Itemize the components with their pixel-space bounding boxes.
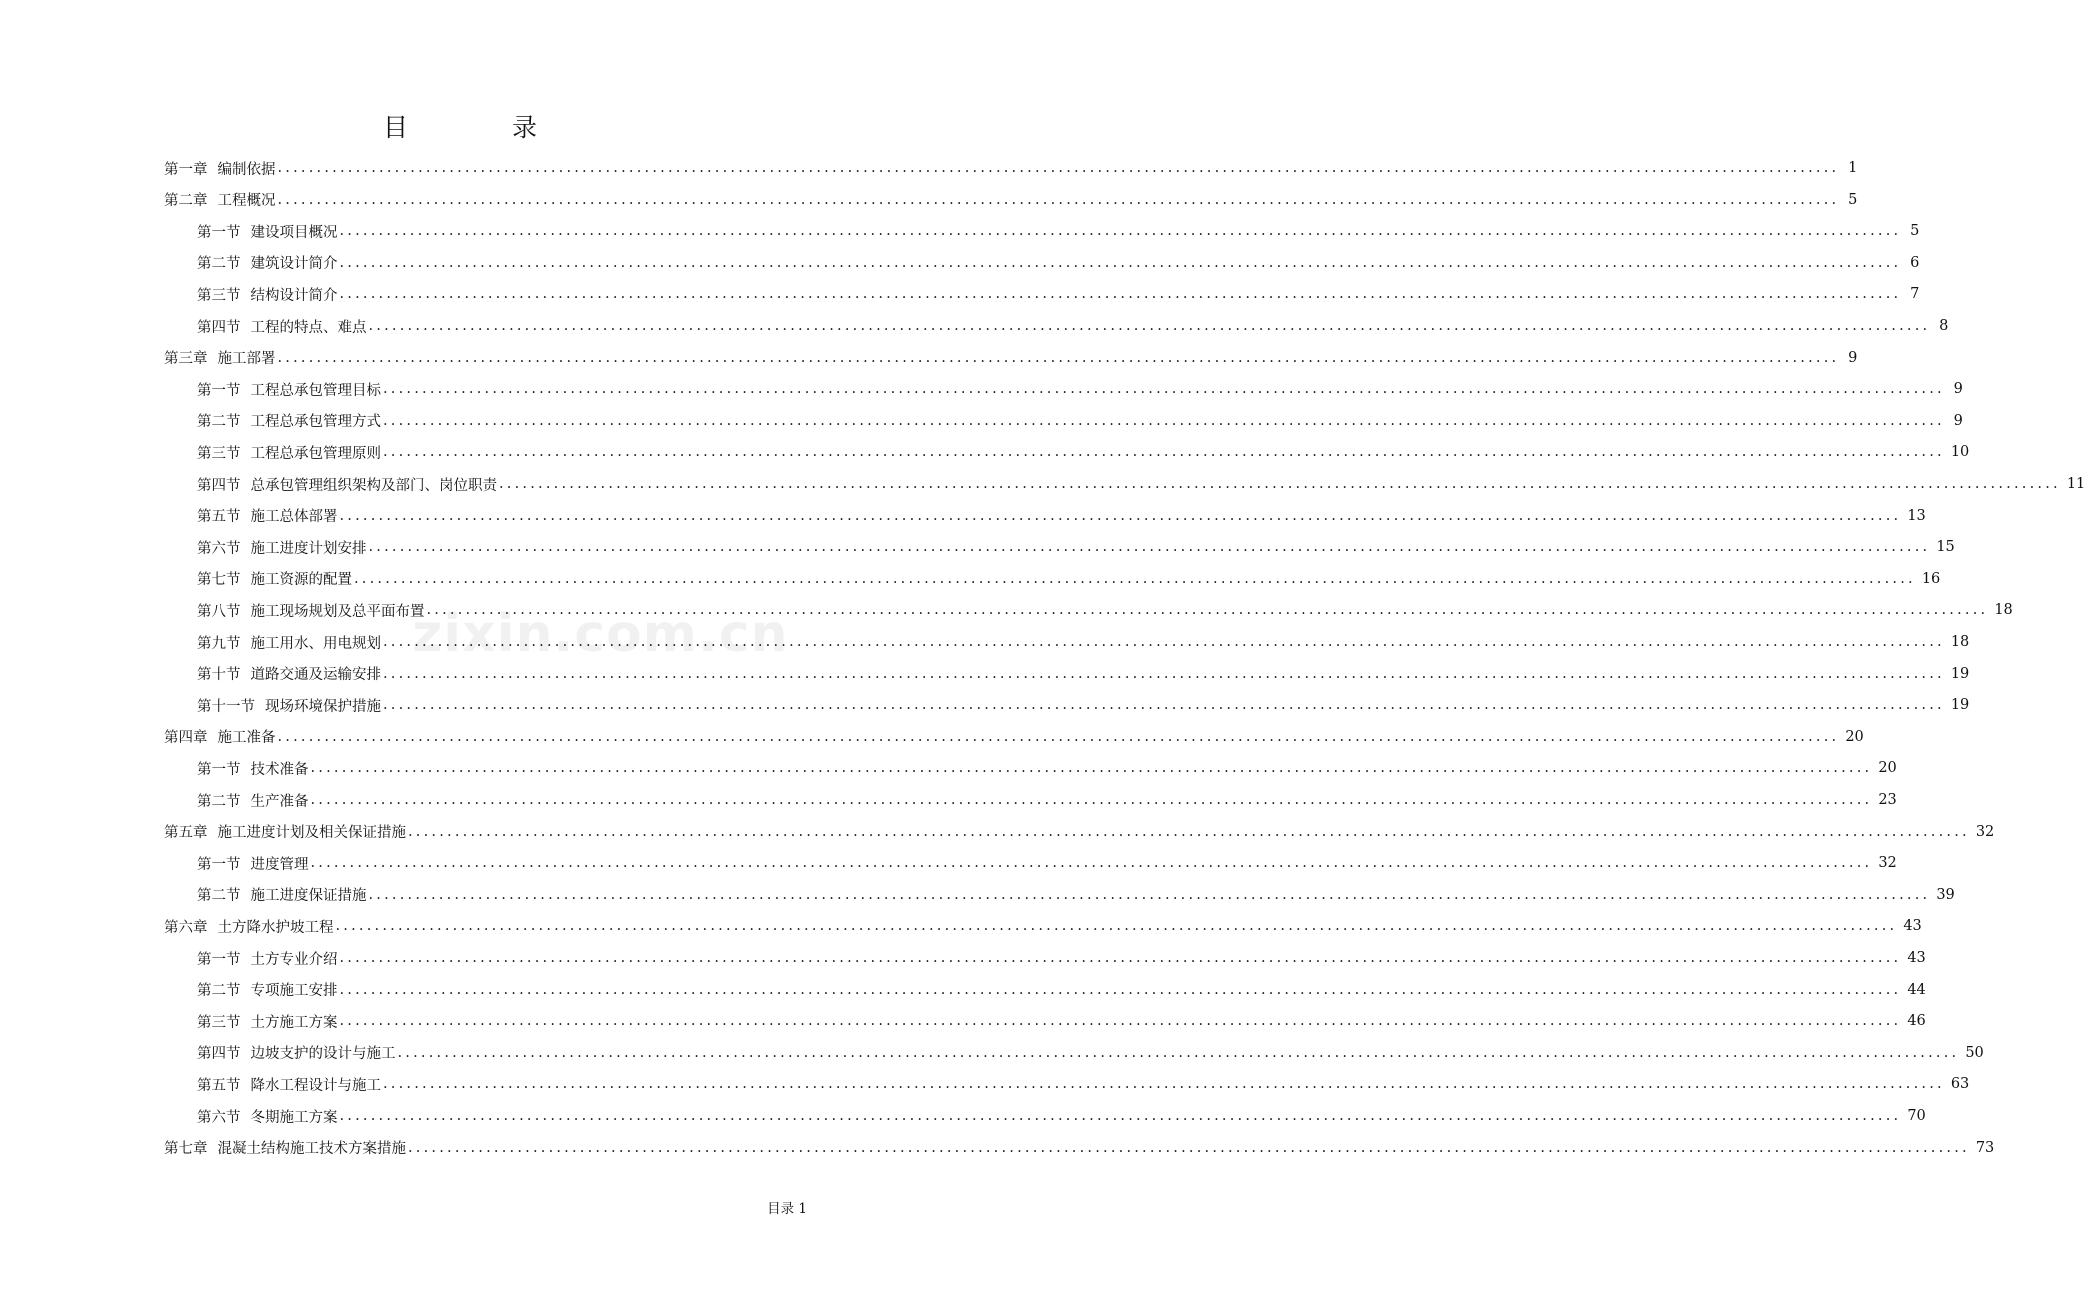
toc-entry-page: 70 (1907, 1108, 1926, 1124)
toc-entry-title: 施工用水、用电规划 (250, 635, 381, 652)
toc-entry-number: 第一节 (197, 382, 241, 399)
toc-entry-label (164, 189, 276, 210)
toc-entry-number: 第三节 (197, 1014, 241, 1031)
toc-entry-page: 7 (1910, 286, 1920, 303)
toc-entry-number: 第四章 (164, 730, 208, 747)
toc-entry-page: 32 (1975, 823, 1995, 840)
toc-dot-leader: ........................................................................................................................................................................................................ (368, 539, 1931, 556)
toc-entry-page: 73 (1975, 1139, 1995, 1156)
toc-entry-title: 总承包管理组织架构及部门、岗位职责 (250, 477, 497, 494)
toc-entry-page: 8 (1939, 318, 1949, 334)
toc-dot-leader: ........................................................................................................................................................................................................ (397, 1044, 1960, 1061)
toc-entry-label (197, 600, 425, 621)
toc-entry-number: 第二章 (164, 193, 208, 210)
toc-entry-page: 20 (1845, 728, 1864, 745)
toc-entry[interactable] (197, 943, 1926, 973)
toc-entry-number: 第十节 (197, 667, 241, 684)
toc-entry-title: 边坡支护的设计与施工 (250, 1046, 396, 1063)
toc-dot-leader: ........................................................................................................................................................................................................ (277, 349, 1840, 366)
toc-entry-page: 13 (1907, 507, 1926, 524)
toc-entry-label (197, 474, 497, 495)
toc-entry-number: 第一节 (197, 761, 241, 778)
toc-entry[interactable] (197, 248, 1920, 278)
toc-entry-number: 第三节 (197, 287, 241, 304)
toc-entry-title: 工程总承包管理目标 (250, 382, 381, 399)
toc-dot-leader: ........................................................................................................................................................................................................ (368, 886, 1931, 903)
toc-entry-page: 9 (1953, 381, 1963, 398)
toc-entry-title: 施工进度保证措施 (250, 888, 367, 905)
toc-entry-title: 工程总承包管理方式 (250, 414, 381, 431)
toc-entry-title: 道路交通及运输安排 (250, 667, 381, 684)
toc-entry-title: 建筑设计简介 (250, 256, 338, 273)
toc-entry-page: 9 (1953, 412, 1963, 429)
toc-entry-number: 第一节 (197, 951, 241, 968)
toc-entry[interactable] (197, 501, 1926, 531)
toc-entry[interactable] (197, 627, 1970, 657)
toc-dot-leader: ........................................................................................................................................................................................................ (339, 950, 1902, 966)
toc-entry-page: 15 (1936, 539, 1955, 556)
toc-entry[interactable] (197, 848, 1897, 878)
toc-entry-label (197, 568, 352, 589)
toc-entry[interactable] (197, 532, 1955, 562)
toc-dot-leader: ........................................................................................................................................................................................................ (499, 476, 2061, 492)
toc-entry-number: 第六节 (197, 540, 241, 557)
toc-entry-label (197, 853, 309, 874)
toc-entry-label (197, 442, 381, 463)
toc-entry-number: 第一节 (197, 224, 241, 241)
toc-entry-title: 工程总承包管理原则 (250, 445, 381, 462)
toc-dot-leader: ........................................................................................................................................................................................................ (277, 191, 1840, 208)
toc-entry[interactable] (197, 216, 1920, 246)
toc-entry-number: 第二节 (197, 414, 241, 431)
toc-dot-leader: ........................................................................................................................................................................................................ (339, 1108, 1902, 1124)
toc-entry-page: 16 (1921, 570, 1941, 587)
toc-entry-title: 降水工程设计与施工 (250, 1077, 381, 1094)
toc-entry-number: 第二节 (197, 983, 241, 1000)
toc-entry-number: 第五节 (197, 509, 241, 526)
toc-entry-label (164, 347, 276, 368)
toc-entry-page: 5 (1910, 223, 1920, 240)
toc-entry[interactable] (164, 911, 1922, 941)
toc-entry-number: 第六节 (197, 1109, 241, 1126)
toc-entry-label (164, 916, 334, 937)
toc-entry-title: 施工现场规划及总平面布置 (250, 603, 425, 620)
toc-entry-page: 39 (1936, 886, 1955, 903)
toc-entry[interactable] (197, 374, 1963, 404)
toc-dot-leader: ........................................................................................................................................................................................................ (339, 1013, 1902, 1030)
toc-dot-leader: ........................................................................................................................................................................................................ (383, 381, 1945, 398)
toc-entry-number: 第二节 (197, 793, 241, 810)
toc-entry[interactable] (197, 1006, 1926, 1036)
toc-entry-page: 44 (1907, 981, 1926, 998)
toc-entry[interactable] (197, 437, 1970, 467)
toc-entry-page: 20 (1878, 760, 1897, 777)
toc-entry[interactable] (197, 975, 1926, 1005)
toc-entry-label (197, 948, 338, 969)
toc-entry-page: 18 (1950, 634, 1970, 650)
toc-entry-page: 10 (1950, 444, 1970, 461)
toc-entry-label (164, 821, 406, 842)
toc-entry[interactable] (164, 722, 1864, 752)
toc-dot-leader: ........................................................................................................................................................................................................ (339, 223, 1902, 240)
toc-entry-page: 50 (1965, 1044, 1984, 1061)
toc-entry[interactable] (197, 279, 1920, 309)
toc-entry-label (197, 663, 381, 684)
toc-entry-page: 46 (1907, 1013, 1926, 1030)
toc-entry-page: 43 (1907, 950, 1926, 966)
toc-entry-number: 第六章 (164, 919, 208, 936)
toc-dot-leader: ........................................................................................................................................................................................................ (339, 286, 1902, 303)
toc-entry-label (197, 284, 338, 305)
toc-dot-leader: ........................................................................................................................................................................................................ (310, 760, 1873, 777)
toc-entry[interactable] (197, 785, 1897, 815)
toc-entry-number: 第五节 (197, 1077, 241, 1094)
toc-entry-label (197, 790, 309, 811)
toc-entry-page: 1 (1848, 160, 1858, 176)
toc-dot-leader: ........................................................................................................................................................................................................ (310, 855, 1873, 872)
toc-entry-page: 63 (1950, 1076, 1970, 1093)
toc-dot-leader: ........................................................................................................................................................................................................ (408, 823, 1970, 840)
toc-dot-leader: ........................................................................................................................................................................................................ (408, 1139, 1970, 1156)
toc-dot-leader: ........................................................................................................................................................................................................ (339, 507, 1902, 524)
toc-dot-leader: ........................................................................................................................................................................................................ (277, 160, 1840, 176)
toc-entry-title: 施工部署 (217, 351, 276, 368)
toc-entry[interactable] (197, 564, 1941, 594)
toc-entry-number: 第四节 (197, 319, 241, 336)
toc-entry-title: 土方专业介绍 (250, 951, 338, 968)
toc-entry[interactable] (197, 880, 1955, 910)
toc-entry-number: 第七章 (164, 1141, 208, 1158)
toc-entry-title: 技术准备 (250, 761, 309, 778)
toc-entry-label (197, 252, 338, 273)
toc-entry-number: 第一节 (197, 856, 241, 873)
toc-entry-page: 11 (2066, 476, 2085, 492)
toc-dot-leader: ........................................................................................................................................................................................................ (383, 444, 1945, 461)
toc-entry-page: 19 (1950, 665, 1970, 682)
toc-entry[interactable] (197, 753, 1897, 783)
toc-entry[interactable] (197, 1069, 1970, 1099)
toc-dot-leader: ........................................................................................................................................................................................................ (383, 412, 1945, 429)
toc-entry-page: 18 (1994, 602, 2013, 619)
toc-entry-label (197, 884, 367, 905)
toc-dot-leader: ........................................................................................................................................................................................................ (383, 697, 1945, 714)
toc-dot-leader: ........................................................................................................................................................................................................ (354, 570, 1916, 587)
toc-entry-number: 第二节 (197, 256, 241, 273)
toc-entry[interactable] (197, 1038, 1984, 1068)
toc-dot-leader: ........................................................................................................................................................................................................ (383, 665, 1945, 682)
toc-entry-number: 第七节 (197, 572, 241, 589)
toc-entry-title: 土方降水护坡工程 (217, 919, 334, 936)
toc-entry-label (197, 221, 338, 242)
toc-entry[interactable] (197, 595, 2013, 625)
toc-entry-label (197, 632, 381, 653)
toc-entry-label (197, 1074, 381, 1095)
toc-dot-leader: ........................................................................................................................................................................................................ (277, 728, 1840, 745)
toc-entry-title: 结构设计简介 (250, 287, 338, 304)
toc-entry-title: 现场环境保护措施 (265, 698, 381, 715)
toc-entry-title: 专项施工安排 (250, 983, 338, 1000)
toc-entry-title: 施工总体部署 (250, 509, 338, 526)
toc-entry-label (164, 158, 276, 179)
toc-entry-number: 第五章 (164, 825, 208, 842)
toc-dot-leader: ........................................................................................................................................................................................................ (339, 254, 1902, 271)
toc-entry-label (197, 537, 367, 558)
toc-entry[interactable] (164, 343, 1858, 373)
toc-entry[interactable] (164, 1133, 1995, 1163)
page-title: 目 录 (383, 113, 585, 142)
toc-entry-number: 第八节 (197, 603, 241, 620)
toc-entry-number: 第三章 (164, 351, 208, 368)
toc-entry-number: 第四节 (197, 477, 241, 494)
toc-entry[interactable] (197, 469, 2085, 499)
toc-dot-leader: ........................................................................................................................................................................................................ (368, 318, 1931, 334)
toc-entry-title: 工程概况 (217, 193, 276, 210)
toc-entry-page: 43 (1903, 918, 1922, 935)
toc-entry-label (164, 726, 276, 747)
toc-entry-number: 第一章 (164, 161, 208, 178)
toc-dot-leader: ........................................................................................................................................................................................................ (383, 1076, 1945, 1093)
toc-entry-number: 第三节 (197, 445, 241, 462)
toc-entry[interactable] (197, 406, 1963, 436)
toc-entry-page: 5 (1848, 191, 1858, 208)
toc-entry-title: 混凝土结构施工技术方案措施 (217, 1141, 406, 1158)
toc-entry-label (197, 1011, 338, 1032)
toc-entry-title: 生产准备 (250, 793, 309, 810)
toc-entry-label (197, 1042, 396, 1063)
toc-dot-leader: ........................................................................................................................................................................................................ (335, 918, 1898, 935)
toc-entry[interactable] (164, 817, 1995, 847)
toc-entry-page: 19 (1950, 697, 1970, 714)
toc-entry-title: 工程的特点、难点 (250, 319, 367, 336)
toc-entry-number: 第二节 (197, 888, 241, 905)
toc-entry[interactable] (197, 311, 1949, 341)
toc-dot-leader: ........................................................................................................................................................................................................ (310, 792, 1873, 808)
toc-entry-label (197, 758, 309, 779)
toc-entry-title: 施工准备 (217, 730, 276, 747)
toc-dot-leader: ........................................................................................................................................................................................................ (383, 634, 1945, 650)
page-footer: 目录 1 (767, 1201, 807, 1217)
toc-entry-label (164, 1137, 406, 1158)
toc-entry-title: 土方施工方案 (250, 1014, 338, 1031)
toc-entry[interactable] (164, 185, 1858, 215)
watermark: zixin.com.cn (412, 604, 789, 664)
toc-entry-title: 冬期施工方案 (250, 1109, 338, 1126)
toc-entry-title: 进度管理 (250, 856, 309, 873)
toc-entry-title: 施工进度计划及相关保证措施 (217, 825, 406, 842)
toc-entry-page: 32 (1878, 855, 1897, 872)
toc-entry-title: 施工进度计划安排 (250, 540, 367, 557)
toc-entry-label (197, 410, 381, 431)
toc-entry-page: 6 (1910, 254, 1920, 271)
toc-dot-leader: ........................................................................................................................................................................................................ (339, 981, 1902, 998)
toc-entry-label (197, 979, 338, 1000)
toc-entry[interactable] (164, 153, 1858, 183)
toc-entry-page: 9 (1848, 349, 1858, 366)
toc-dot-leader: ........................................................................................................................................................................................................ (426, 602, 1989, 619)
toc-entry-label (197, 1106, 338, 1127)
toc-entry[interactable] (197, 1101, 1926, 1131)
toc-entry-label (197, 505, 338, 526)
toc-entry-number: 第十一节 (197, 698, 255, 715)
toc-entry-page: 23 (1878, 792, 1897, 808)
toc-entry-title: 编制依据 (217, 161, 276, 178)
toc-entry-title: 建设项目概况 (250, 224, 338, 241)
toc-entry[interactable] (197, 690, 1970, 720)
toc-entry-label (197, 316, 367, 337)
toc-entry-number: 第四节 (197, 1046, 241, 1063)
toc-entry-number: 第九节 (197, 635, 241, 652)
toc-entry-label (197, 379, 381, 400)
toc-entry[interactable] (197, 659, 1970, 689)
toc-entry-title: 施工资源的配置 (250, 572, 352, 589)
toc-entry-label (197, 695, 381, 716)
